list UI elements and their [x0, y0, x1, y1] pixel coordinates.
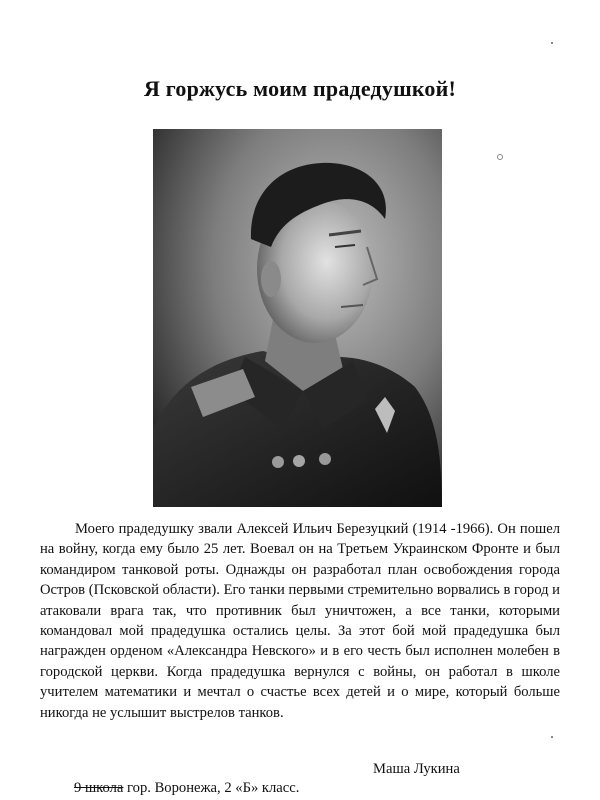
- school-number-struck: 9 школа: [74, 780, 124, 796]
- school-line: [74, 780, 299, 797]
- scan-speck: [551, 736, 553, 738]
- scan-speck: [497, 154, 503, 160]
- portrait-photo: [153, 129, 442, 507]
- scan-speck: [551, 42, 553, 44]
- school-city-class: гор. Воронежа, 2 «Б» класс.: [123, 780, 300, 796]
- biography-paragraph: Моего прадедушку звали Алексей Ильич Березуцкий (1914 -1966). Он пошел на войну, когда ему было 25 лет. Воевал он на Третьем Украинском Фронте и был командиром танковой роты. Однажды он разработал план освобождения города Остров (Псковской области). Его танки первыми стремительно ворвались в город и атаковали врага так, что противник был уничтожен, а все танки, которыми командовал мой прадедушка остались целы. За этот бой мой прадедушка был награжден орденом «Александра Невского» и в его честь был исполнен молебен в городской церкви. Когда прадедушка вернулся с войны, он работал в школе учителем математики и мечтал о счастье всех детей и о мире, который больше никогда не услышит выстрелов танков.: [40, 521, 560, 721]
- author-signature: Маша Лукина: [373, 761, 460, 777]
- page-title: Я горжусь моим прадедушкой!: [143, 76, 457, 101]
